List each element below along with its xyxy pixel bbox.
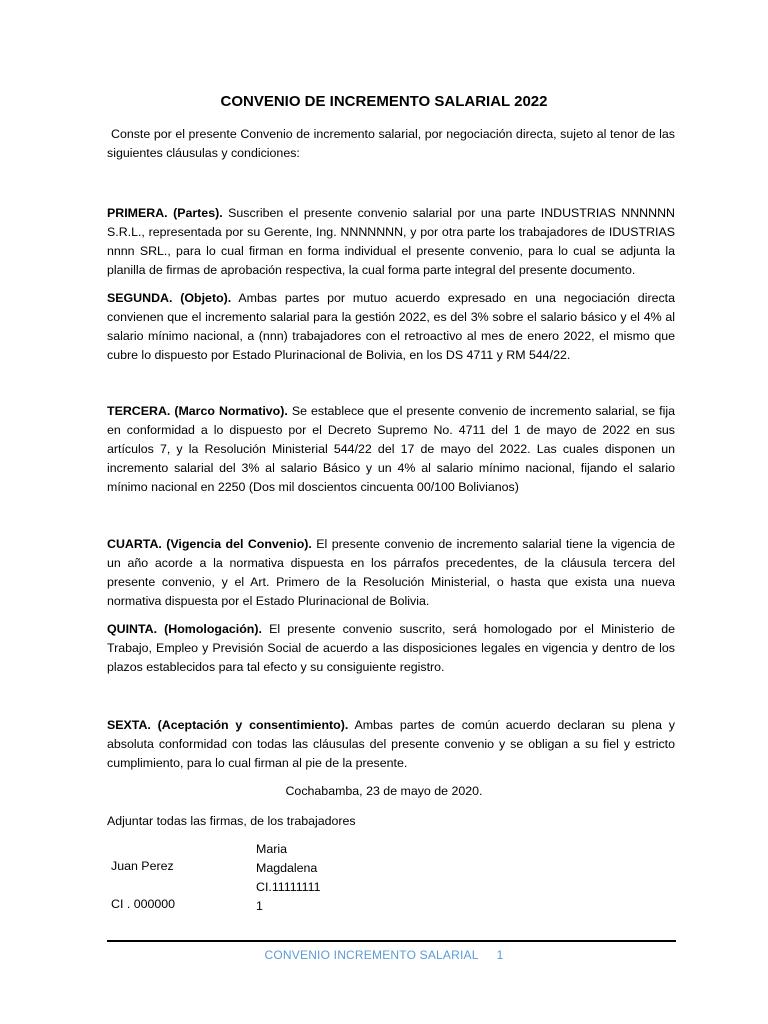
signatory-id: CI.11111111 [256,880,321,894]
clause-heading: SEXTA. (Aceptación y consentimiento). [107,718,349,732]
clause-text: Se establece que el presente convenio de incremento salarial, se fija en conformidad a lo dispuesto por el Decreto Supremo No. 4711 del 1 de mayo de 2022 en sus artículos 7, y la Resolución Ministerial 544/22 del 17 de mayo del 2022. Las cuales disponen un incremento salarial del 3% al salario Básico y un 4% al salario mínimo nacional, fijando el salario mínimo nacional en 2250 (Dos mil doscientos cincuenta 00/100 Bolivianos) [107,404,675,494]
clause-primera [107,204,675,280]
place-date: Cochabamba, 23 de mayo de 2020. [285,784,483,798]
clause-quinta [107,620,675,677]
clause-heading: CUARTA. (Vigencia del Convenio). [107,537,312,551]
footer-divider [107,940,676,942]
clause-text: El presente convenio suscrito, será homologado por el Ministerio de Trabajo, Empleo y Previsión Social de acuerdo a las disposiciones legales en vigencia y dentro de los plazos establecidos para tal efecto y su consiguiente registro. [107,622,675,674]
signatory-block [111,857,175,914]
signatory-block [256,840,321,916]
signatory-name: Magdalena [256,861,318,875]
clause-heading: QUINTA. (Homologación). [107,622,262,636]
signatory-name: Juan Perez [111,859,174,873]
document-title: CONVENIO DE INCREMENTO SALARIAL 2022 [220,93,548,110]
signatures-note: Adjuntar todas las firmas, de los trabajadores [107,814,356,828]
clause-cuarta [107,535,675,611]
footer-label: CONVENIO INCREMENTO SALARIAL [264,948,479,962]
clause-heading: SEGUNDA. (Objeto). [107,291,232,305]
clause-tercera [107,402,675,497]
clause-sexta [107,716,675,773]
clause-text: Ambas partes de común acuerdo declaran su plena y absoluta conformidad con todas las cláusulas del presente convenio y se obligan a su fiel y estricto cumplimiento, para lo cual firman al pie de la presente. [107,718,675,770]
signatory-name: Maria [256,842,287,856]
intro-paragraph: Conste por el presente Convenio de incremento salarial, por negociación directa, sujeto al tenor de las siguientes cláusulas y condiciones: [107,127,675,160]
clause-text: El presente convenio de incremento salarial tiene la vigencia de un año acorde a la normativa dispuesta en los párrafos precedentes, de la cláusula tercera del presente convenio, y el Art. Primero de la Resolución Ministerial, o hasta que exista una nueva normativa dispuesta por el Estado Plurinacional de Bolivia. [107,537,675,608]
clause-text: Suscriben el presente convenio salarial por una parte INDUSTRIAS NNNNNN S.R.L., representada por su Gerente, Ing. NNNNNNN, y por otra parte los trabajadores de IDUSTRIAS nnnn SRL., para lo cual firman en forma individual el presente convenio, para lo cual se adjunta la planilla de firmas de aprobación respectiva, la cual forma parte integral del presente documento. [107,206,675,277]
signatory-id: CI . 000000 [111,897,176,911]
signatory-id: 1 [256,899,263,913]
clause-segunda [107,289,675,365]
clause-text: Ambas partes por mutuo acuerdo expresado en una negociación directa convienen que el incremento salarial para la gestión 2022, es del 3% sobre el salario básico y el 4% al salario mínimo nacional, a (nnn) trabajadores con el retroactivo al mes de enero 2022, el mismo que cubre lo dispuesto por Estado Plurinacional de Bolivia, en los DS 4711 y RM 544/22. [107,291,675,362]
clause-heading: PRIMERA. (Partes). [107,206,223,220]
page-number: 1 [496,948,504,962]
page-footer [0,946,768,964]
clause-heading: TERCERA. (Marco Normativo). [107,404,288,418]
